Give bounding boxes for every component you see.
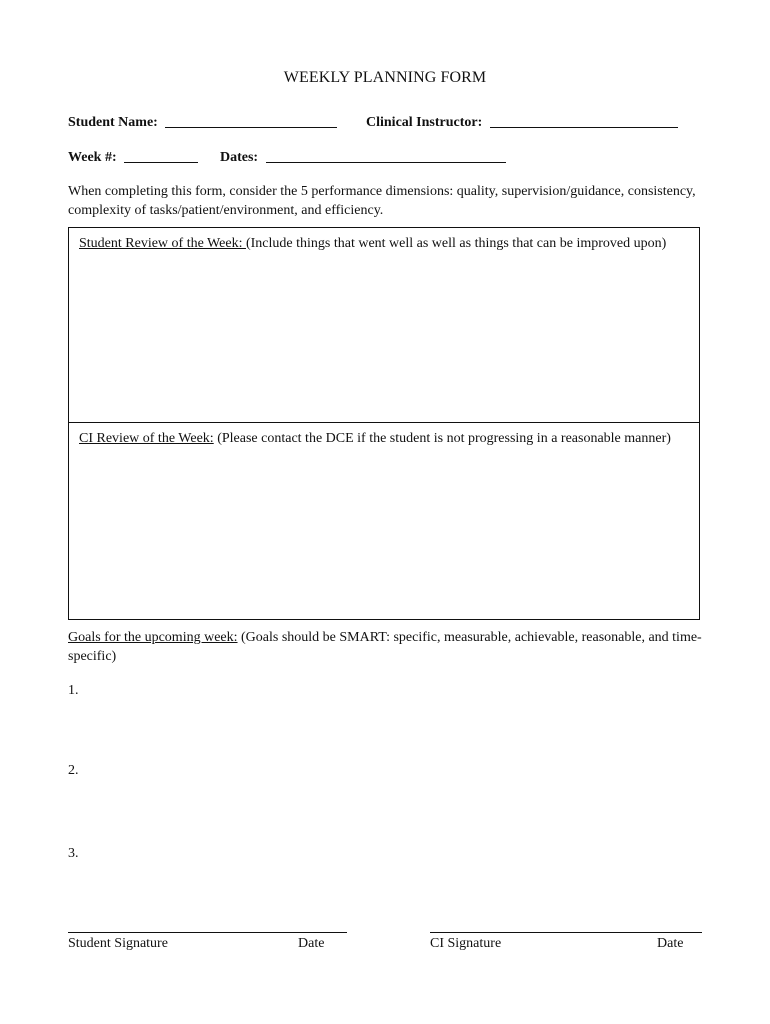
ci-signature-line[interactable] bbox=[430, 932, 702, 933]
student-name-row bbox=[68, 113, 337, 131]
goal-item-2[interactable]: 2. bbox=[68, 763, 79, 778]
dates-row bbox=[220, 148, 506, 166]
ci-date-label: Date bbox=[657, 936, 684, 951]
ci-signature-label: CI Signature bbox=[430, 936, 502, 951]
student-signature-label: Student Signature bbox=[68, 936, 168, 951]
form-title: WEEKLY PLANNING FORM bbox=[283, 69, 487, 86]
student-review-heading: Student Review of the Week: bbox=[79, 236, 246, 251]
student-name-label: Student Name: bbox=[68, 115, 158, 130]
student-date-label: Date bbox=[298, 936, 325, 951]
goal-item-1[interactable]: 1. bbox=[68, 683, 79, 698]
clinical-instructor-row bbox=[366, 113, 678, 131]
dates-field[interactable] bbox=[266, 148, 506, 163]
dates-label: Dates: bbox=[220, 150, 259, 165]
student-name-field[interactable] bbox=[165, 113, 337, 128]
goals-heading-block bbox=[68, 628, 708, 666]
goals-note: (Goals should be SMART: specific, measurable, achievable, reasonable, and time-specific) bbox=[68, 630, 702, 664]
intro-paragraph: When completing this form, consider the 5 performance dimensions: quality, supervision/guidance, consistency, complexity of tasks/patient/environment, and efficiency. bbox=[68, 184, 696, 218]
clinical-instructor-label: Clinical Instructor: bbox=[366, 115, 483, 130]
goals-heading: Goals for the upcoming week: bbox=[68, 630, 238, 645]
clinical-instructor-field[interactable] bbox=[490, 113, 678, 128]
student-signature-line[interactable] bbox=[68, 932, 347, 933]
ci-review-note: (Please contact the DCE if the student is not progressing in a reasonable manner) bbox=[213, 431, 671, 446]
student-review-note: (Include things that went well as well as things that can be improved upon) bbox=[245, 236, 667, 251]
ci-review-box[interactable] bbox=[68, 422, 700, 620]
week-label: Week #: bbox=[68, 150, 117, 165]
week-row bbox=[68, 148, 198, 166]
ci-review-heading: CI Review of the Week: bbox=[79, 431, 214, 446]
student-review-box[interactable] bbox=[68, 227, 700, 423]
goal-item-3[interactable]: 3. bbox=[68, 846, 79, 861]
week-field[interactable] bbox=[124, 148, 198, 163]
